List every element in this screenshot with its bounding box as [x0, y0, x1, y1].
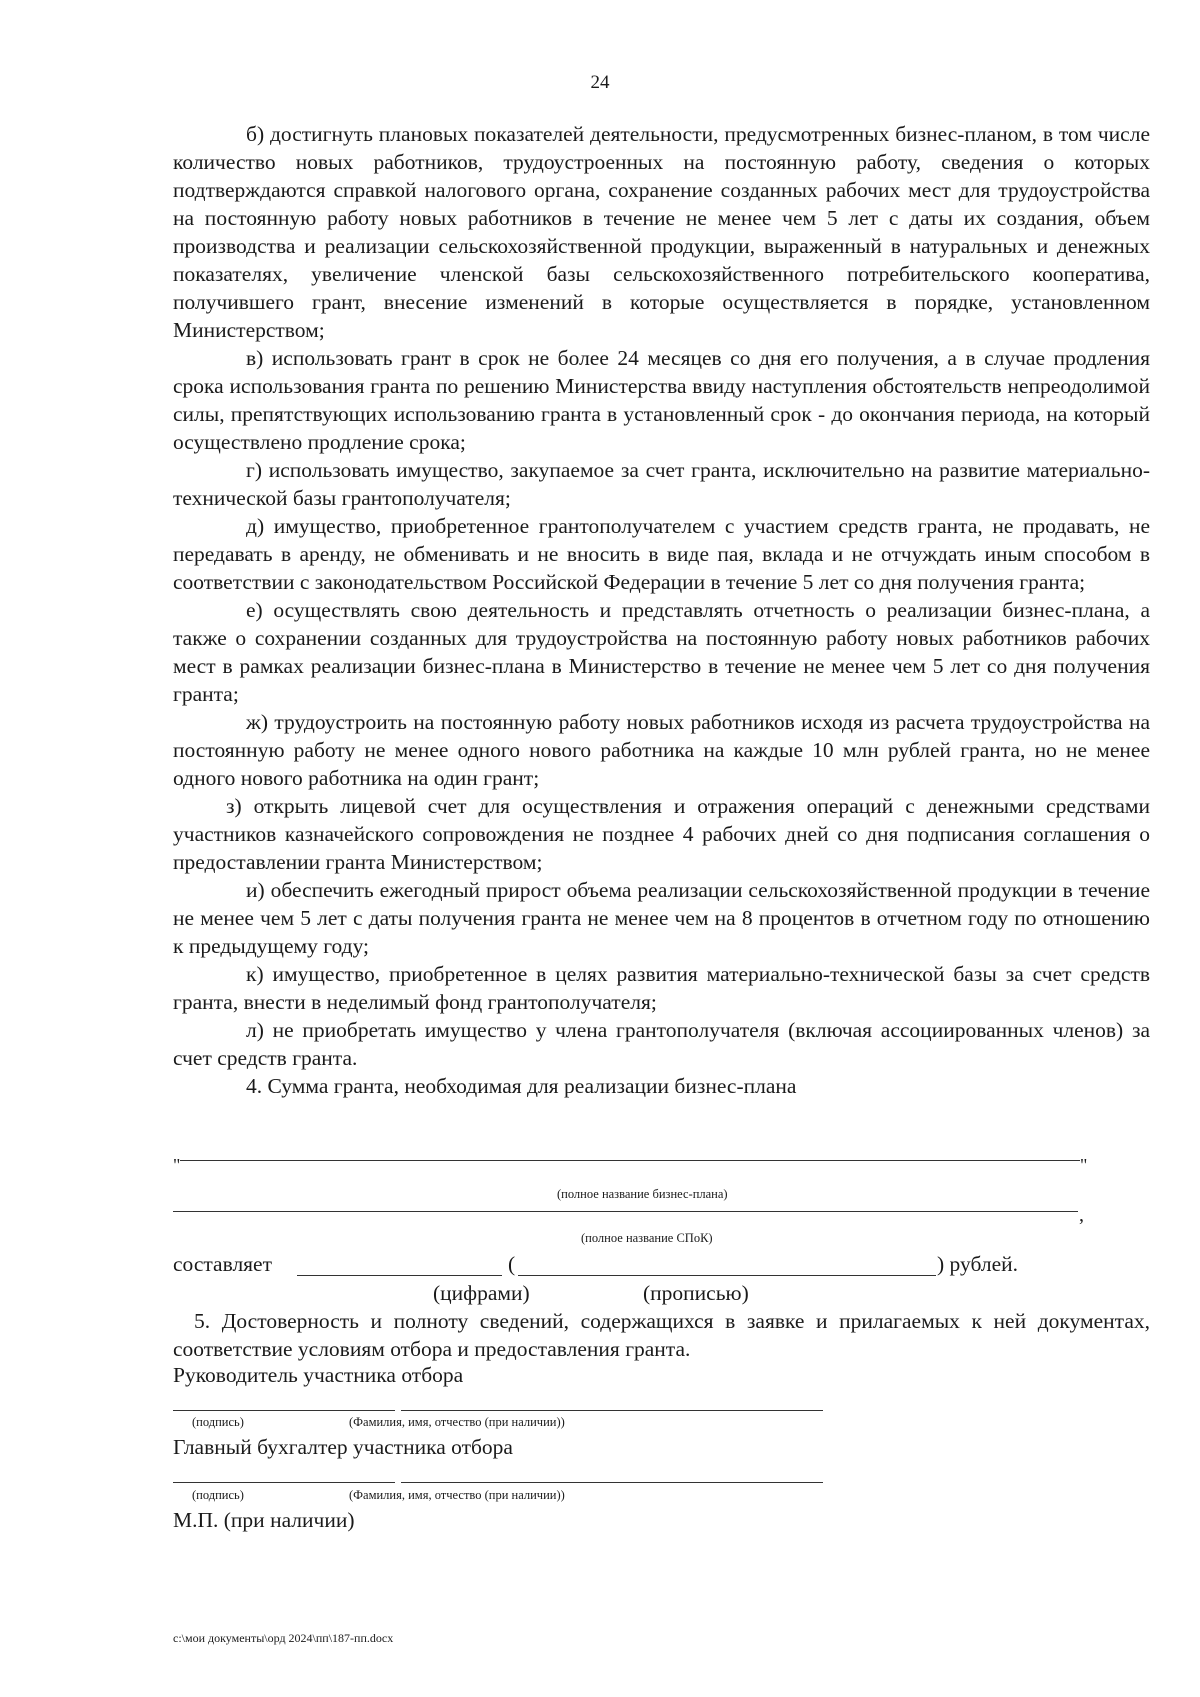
spok-caption: (полное название СПоК) — [581, 1231, 713, 1245]
paragraph-d: д) имущество, приобретенное грантополучателем с участием средств гранта, не продавать, не передавать в аренду, не обменивать и не вносить в виде пая, вклада и не отчуждать иным способом в соответствии с законодательством Российской Федерации в течение 5 лет со дня получения гранта; — [173, 514, 1150, 594]
paragraph-l: л) не приобретать имущество у члена грантополучателя (включая ассоциированных членов) за счет средств гранта. — [173, 1018, 1150, 1070]
paragraph-z: з) открыть лицевой счет для осуществления и отражения операций с денежными средствами участников казначейского сопровождения не позднее 4 рабочих дней со дня подписания соглашения о предоставлении гранта Министерством; — [173, 794, 1150, 874]
words-caption: (прописью) — [643, 1281, 749, 1305]
accountant-label: Главный бухгалтер участника отбора — [173, 1435, 513, 1459]
accountant-signature-line[interactable] — [173, 1482, 395, 1483]
document-body — [173, 120, 1150, 1100]
stamp-label: М.П. (при наличии) — [173, 1508, 355, 1532]
accountant-name-caption: (Фамилия, имя, отчество (при наличии)) — [349, 1488, 565, 1502]
open-quote: " — [173, 1155, 181, 1175]
head-signature-line[interactable] — [173, 1410, 395, 1411]
accountant-signature-caption: (подпись) — [192, 1488, 244, 1502]
digits-caption: (цифрами) — [433, 1281, 530, 1305]
amount-words-line[interactable] — [518, 1275, 936, 1276]
paragraph-g: г) использовать имущество, закупаемое за счет гранта, исключительно на развитие материально-технической базы грантополучателя; — [173, 458, 1150, 510]
spok-name-line[interactable] — [173, 1211, 1078, 1212]
paragraph-b: б) достигнуть плановых показателей деятельности, предусмотренных бизнес-планом, в том числе количество новых работников, трудоустроенных на постоянную работу, сведения о которых подтверждаются справкой налогового органа, сохранение созданных рабочих мест для трудоустройства на постоянную работу новых работников в течение не менее чем 5 лет с даты их создания, объем производства и реализации сельскохозяйственной продукции, выраженный в натуральных и денежных показателях, увеличение членской базы сельскохозяйственного потребительского кооператива, получившего грант, внесение изменений в которые осуществляется в порядке, установленном Министерством; — [173, 122, 1150, 342]
amount-suffix: ) рублей. — [937, 1252, 1019, 1276]
paragraph-e: е) осуществлять свою деятельность и представлять отчетность о реализации бизнес-плана, а также о сохранении созданных для трудоустройства на постоянную работу новых работников рабочих мест в рамках реализации бизнес-плана в Министерство в течение не менее чем 5 лет со дня получения гранта; — [173, 598, 1150, 706]
file-path-footer: с:\мои документы\орд 2024\пп\187-пп.docx — [173, 1631, 394, 1645]
paragraph-zh: ж) трудоустроить на постоянную работу новых работников исходя из расчета трудоустройства на постоянную работу не менее одного нового работника на каждые 10 млн рублей гранта, но не менее одного нового работника на один грант; — [173, 710, 1150, 790]
head-name-line[interactable] — [401, 1410, 823, 1411]
head-name-caption: (Фамилия, имя, отчество (при наличии)) — [349, 1415, 565, 1429]
amount-digits-line[interactable] — [297, 1275, 502, 1276]
business-plan-name-line[interactable] — [180, 1160, 1080, 1161]
close-quote: " — [1080, 1155, 1088, 1175]
item-5-block — [173, 1307, 1150, 1363]
accountant-name-line[interactable] — [401, 1482, 823, 1483]
paragraph-v: в) использовать грант в срок не более 24 месяцев со дня его получения, а в случае продления срока использования гранта по решению Министерства ввиду наступления обстоятельств непреодолимой силы, препятствующих использованию гранта в установленный срок - до окончания периода, на который осуществлено продление срока; — [173, 346, 1150, 454]
amount-paren-open: ( — [508, 1252, 516, 1276]
item-4-heading: 4. Сумма гранта, необходимая для реализации бизнес-плана — [246, 1074, 797, 1098]
head-label: Руководитель участника отбора — [173, 1363, 464, 1387]
business-plan-caption: (полное название бизнес-плана) — [557, 1187, 728, 1201]
spok-comma: , — [1079, 1204, 1084, 1226]
amount-prefix: составляет — [173, 1252, 272, 1276]
head-signature-caption: (подпись) — [192, 1415, 244, 1429]
item-5-text: 5. Достоверность и полноту сведений, содержащихся в заявке и прилагаемых к ней документах, соответствие условиям отбора и предоставления гранта. — [173, 1309, 1150, 1361]
page-number: 24 — [590, 72, 610, 93]
paragraph-k: к) имущество, приобретенное в целях развития материально-технической базы за счет средств гранта, внести в неделимый фонд грантополучателя; — [173, 962, 1150, 1014]
paragraph-i: и) обеспечить ежегодный прирост объема реализации сельскохозяйственной продукции в течение не менее чем 5 лет с даты получения гранта не менее чем на 8 процентов в отчетном году по отношению к предыдущему году; — [173, 878, 1150, 958]
